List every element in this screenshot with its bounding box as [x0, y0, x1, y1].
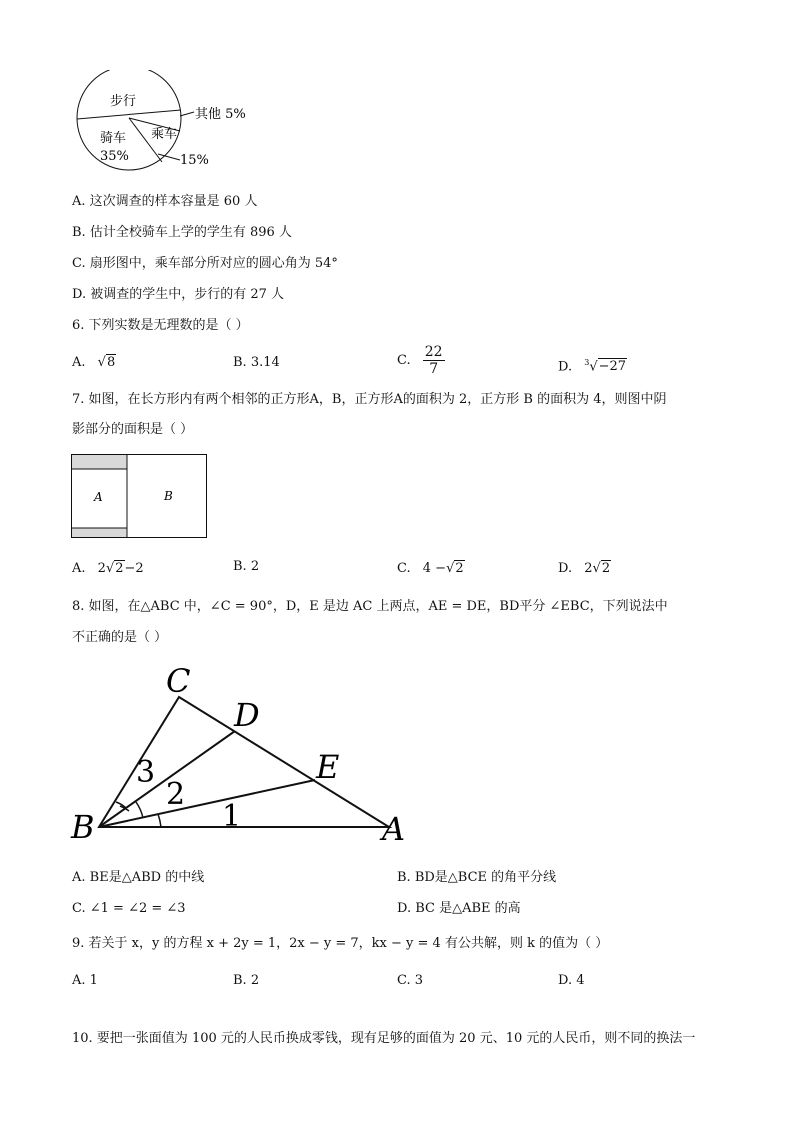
q7-option-b: B. 2	[233, 559, 260, 574]
q9-option-a: A. 1	[72, 973, 98, 988]
q6-option-a-label: A.	[72, 355, 86, 370]
pie-circle	[77, 70, 181, 170]
q6-option-c-label: C.	[397, 353, 411, 368]
q8-label-b: B	[71, 808, 95, 846]
q7-stem-line2: 影部分的面积是（ ）	[72, 422, 194, 437]
q5-option-a: A. 这次调查的样本容量是 60 人	[72, 194, 258, 209]
q6-option-b: B. 3.14	[233, 355, 280, 370]
q6-option-d-cbrt: $^3$√−27	[584, 358, 627, 375]
pie-label-bus: 乘车	[151, 127, 178, 142]
q8-angle-arc-2	[136, 802, 143, 818]
pie-label-walk: 步行	[110, 94, 137, 109]
q8-option-c: C. ∠1 = ∠2 = ∠3	[72, 901, 186, 916]
q6-option-c	[397, 344, 445, 377]
q6-option-c-numerator: 22	[424, 344, 443, 360]
pie-label-bus-pct: 15%	[180, 153, 209, 168]
q9-option-d: D. 4	[558, 973, 585, 988]
pie-chart	[70, 70, 260, 175]
q9-option-c: C. 3	[397, 973, 424, 988]
q8-label-d: D	[234, 696, 260, 734]
q8-angle-label-1: 1	[222, 799, 242, 834]
q8-angle-label-2: 2	[166, 777, 186, 812]
q7-stem-line1: 7. 如图，在长方形内有两个相邻的正方形A，B，正方形A的面积为 2，正方形 B 的面积为 4，则图中阴	[72, 392, 667, 407]
q8-stem-line2: 不正确的是（ ）	[72, 630, 168, 645]
q6-option-d-label: D.	[558, 359, 573, 375]
q7-option-d	[558, 560, 611, 578]
q6-option-a	[72, 354, 116, 372]
q7-option-c-sqrt: √2	[446, 561, 464, 576]
q6-option-a-sqrt: √8	[97, 355, 116, 370]
q6-option-c-fraction	[423, 344, 445, 377]
pie-label-ride: 骑车	[100, 131, 127, 146]
q8-triangle-figure	[70, 660, 415, 850]
q8-angle-label-3: 3	[136, 755, 156, 790]
q8-label-e: E	[316, 748, 340, 786]
q7-option-c-label: C.	[397, 561, 411, 576]
q8-label-c: C	[166, 662, 191, 700]
q7-option-d-sqrt: √2	[592, 561, 611, 576]
q8-option-b: B. BD是△BCE 的角平分线	[397, 870, 557, 885]
q6-option-d-index: 3	[584, 358, 590, 367]
q8-option-d: D. BC 是△ABE 的高	[397, 901, 521, 916]
q5-option-b: B. 估计全校骑车上学的学生有 896 人	[72, 225, 292, 240]
q6-option-a-radicand: 8	[106, 355, 116, 370]
q8-angle-arc-1	[158, 814, 161, 827]
q7-option-c	[397, 560, 465, 578]
q7-label-a: A	[94, 490, 103, 504]
q7-option-d-label: D.	[558, 561, 573, 576]
pie-leader-other	[180, 112, 194, 116]
q6-option-c-denominator: 7	[429, 361, 439, 377]
q7-shaded-bottom	[72, 528, 127, 537]
q7-option-d-pre: 2	[584, 561, 593, 576]
q10-stem: 10. 要把一张面值为 100 元的人民币换成零钱，现有足够的面值为 20 元、10 元的人民币，则不同的换法一	[72, 1031, 696, 1046]
q7-figure	[71, 454, 209, 539]
q9-option-b: B. 2	[233, 973, 260, 988]
q7-option-a-post: −2	[124, 561, 144, 576]
pie-label-ride-pct: 35%	[100, 149, 129, 164]
q7-option-a-sqrt: √2	[105, 561, 124, 576]
q7-option-a-label: A.	[72, 561, 86, 576]
q9-stem: 9. 若关于 x，y 的方程 x + 2y = 1，2x − y = 7，kx − y = 4 有公共解，则 k 的值为（ ）	[72, 936, 609, 951]
q8-stem-line1: 8. 如图，在△ABC 中，∠C = 90°，D，E 是边 AC 上两点，AE = DE，BD平分 ∠EBC，下列说法中	[72, 599, 668, 614]
q5-option-d: D. 被调查的学生中，步行的有 27 人	[72, 287, 285, 302]
q7-shaded-top	[72, 455, 127, 469]
q7-option-a	[72, 560, 144, 578]
q6-option-d-radicand: −27	[598, 359, 627, 375]
q6-option-d	[558, 354, 627, 376]
q7-label-b: B	[164, 489, 173, 503]
q8-option-a: A. BE是△ABD 的中线	[72, 870, 205, 885]
pie-label-other: 其他 5%	[195, 107, 246, 122]
q7-option-c-pre: 4 −	[422, 561, 447, 576]
q7-option-a-pre: 2	[97, 561, 106, 576]
pie-divider-walk	[77, 110, 181, 119]
q5-option-c: C. 扇形图中，乘车部分所对应的圆心角为 54°	[72, 256, 338, 271]
q7-option-d-radicand: 2	[601, 561, 611, 576]
q7-option-a-radicand: 2	[115, 561, 124, 576]
q8-label-a: A	[382, 810, 406, 848]
q6-stem: 6. 下列实数是无理数的是（ ）	[72, 318, 249, 333]
q7-option-c-radicand: 2	[455, 561, 464, 576]
